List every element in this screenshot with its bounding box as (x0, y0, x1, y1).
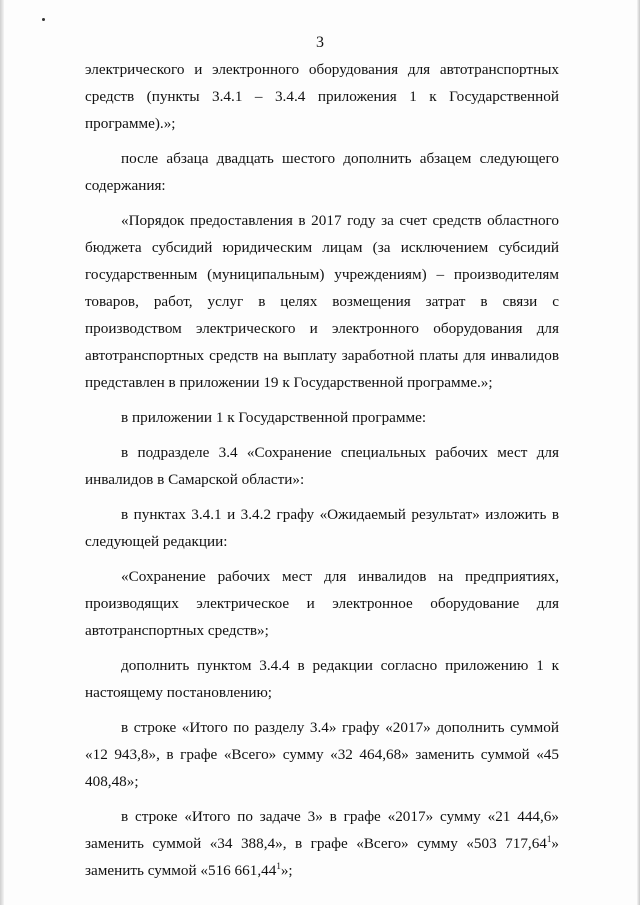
paragraph-7: «Сохранение рабочих мест для инвалидов на предприятиях, производящих электрическое и электронное оборудование для автотранспортных средств»; (85, 568, 559, 639)
paragraph-10-text-2: » заменить суммой «516 661,44 (85, 835, 559, 879)
paragraph-6: в пунктах 3.4.1 и 3.4.2 графу «Ожидаемый результат» изложить в следующей редакции: (85, 506, 559, 550)
footnote-mark-2: 1 (276, 860, 281, 871)
scan-speck (42, 18, 45, 21)
paragraph-2: после абзаца двадцать шестого дополнить абзацем следующего содержания: (85, 150, 559, 194)
paragraph-10-text-1: в строке «Итого по задаче 3» в графе «2017» сумму «21 444,6» заменить суммой «34 388,4», в графе «Всего» сумму «503 717,64 (85, 808, 559, 852)
scan-edge-left (0, 0, 4, 905)
paragraph-8: дополнить пунктом 3.4.4 в редакции согласно приложению 1 к настоящему постановлению; (85, 657, 559, 701)
paragraph-10 (85, 803, 559, 884)
paragraph-5: в подразделе 3.4 «Сохранение специальных рабочих мест для инвалидов в Самарской области»: (85, 444, 559, 488)
document-body (85, 56, 559, 892)
paragraph-1: электрического и электронного оборудования для автотранспортных средств (пункты 3.4.1 – 3.4.4 приложения 1 к Государственной программе).»; (85, 61, 559, 132)
paragraph-4: в приложении 1 к Государственной программе: (121, 409, 427, 426)
paragraph-10-text-3: »; (280, 862, 293, 879)
footnote-mark-1: 1 (546, 833, 552, 844)
page-number: 3 (316, 34, 324, 51)
paragraph-3: «Порядок предоставления в 2017 году за счет средств областного бюджета субсидий юридическим лицам (за исключением субсидий государственным (муниципальным) учреждениям) – производителям товаров, работ, услуг в целях возмещения затрат в связи с производством электрического и электронного оборудования для автотранспортных средств на выплату заработной платы для инвалидов представлен в приложении 19 к Государственной программе.»; (85, 212, 559, 391)
paragraph-9: в строке «Итого по разделу 3.4» графу «2017» дополнить суммой «12 943,8», в графе «Всего» сумму «32 464,68» заменить суммой «45 408,48»; (85, 719, 559, 790)
